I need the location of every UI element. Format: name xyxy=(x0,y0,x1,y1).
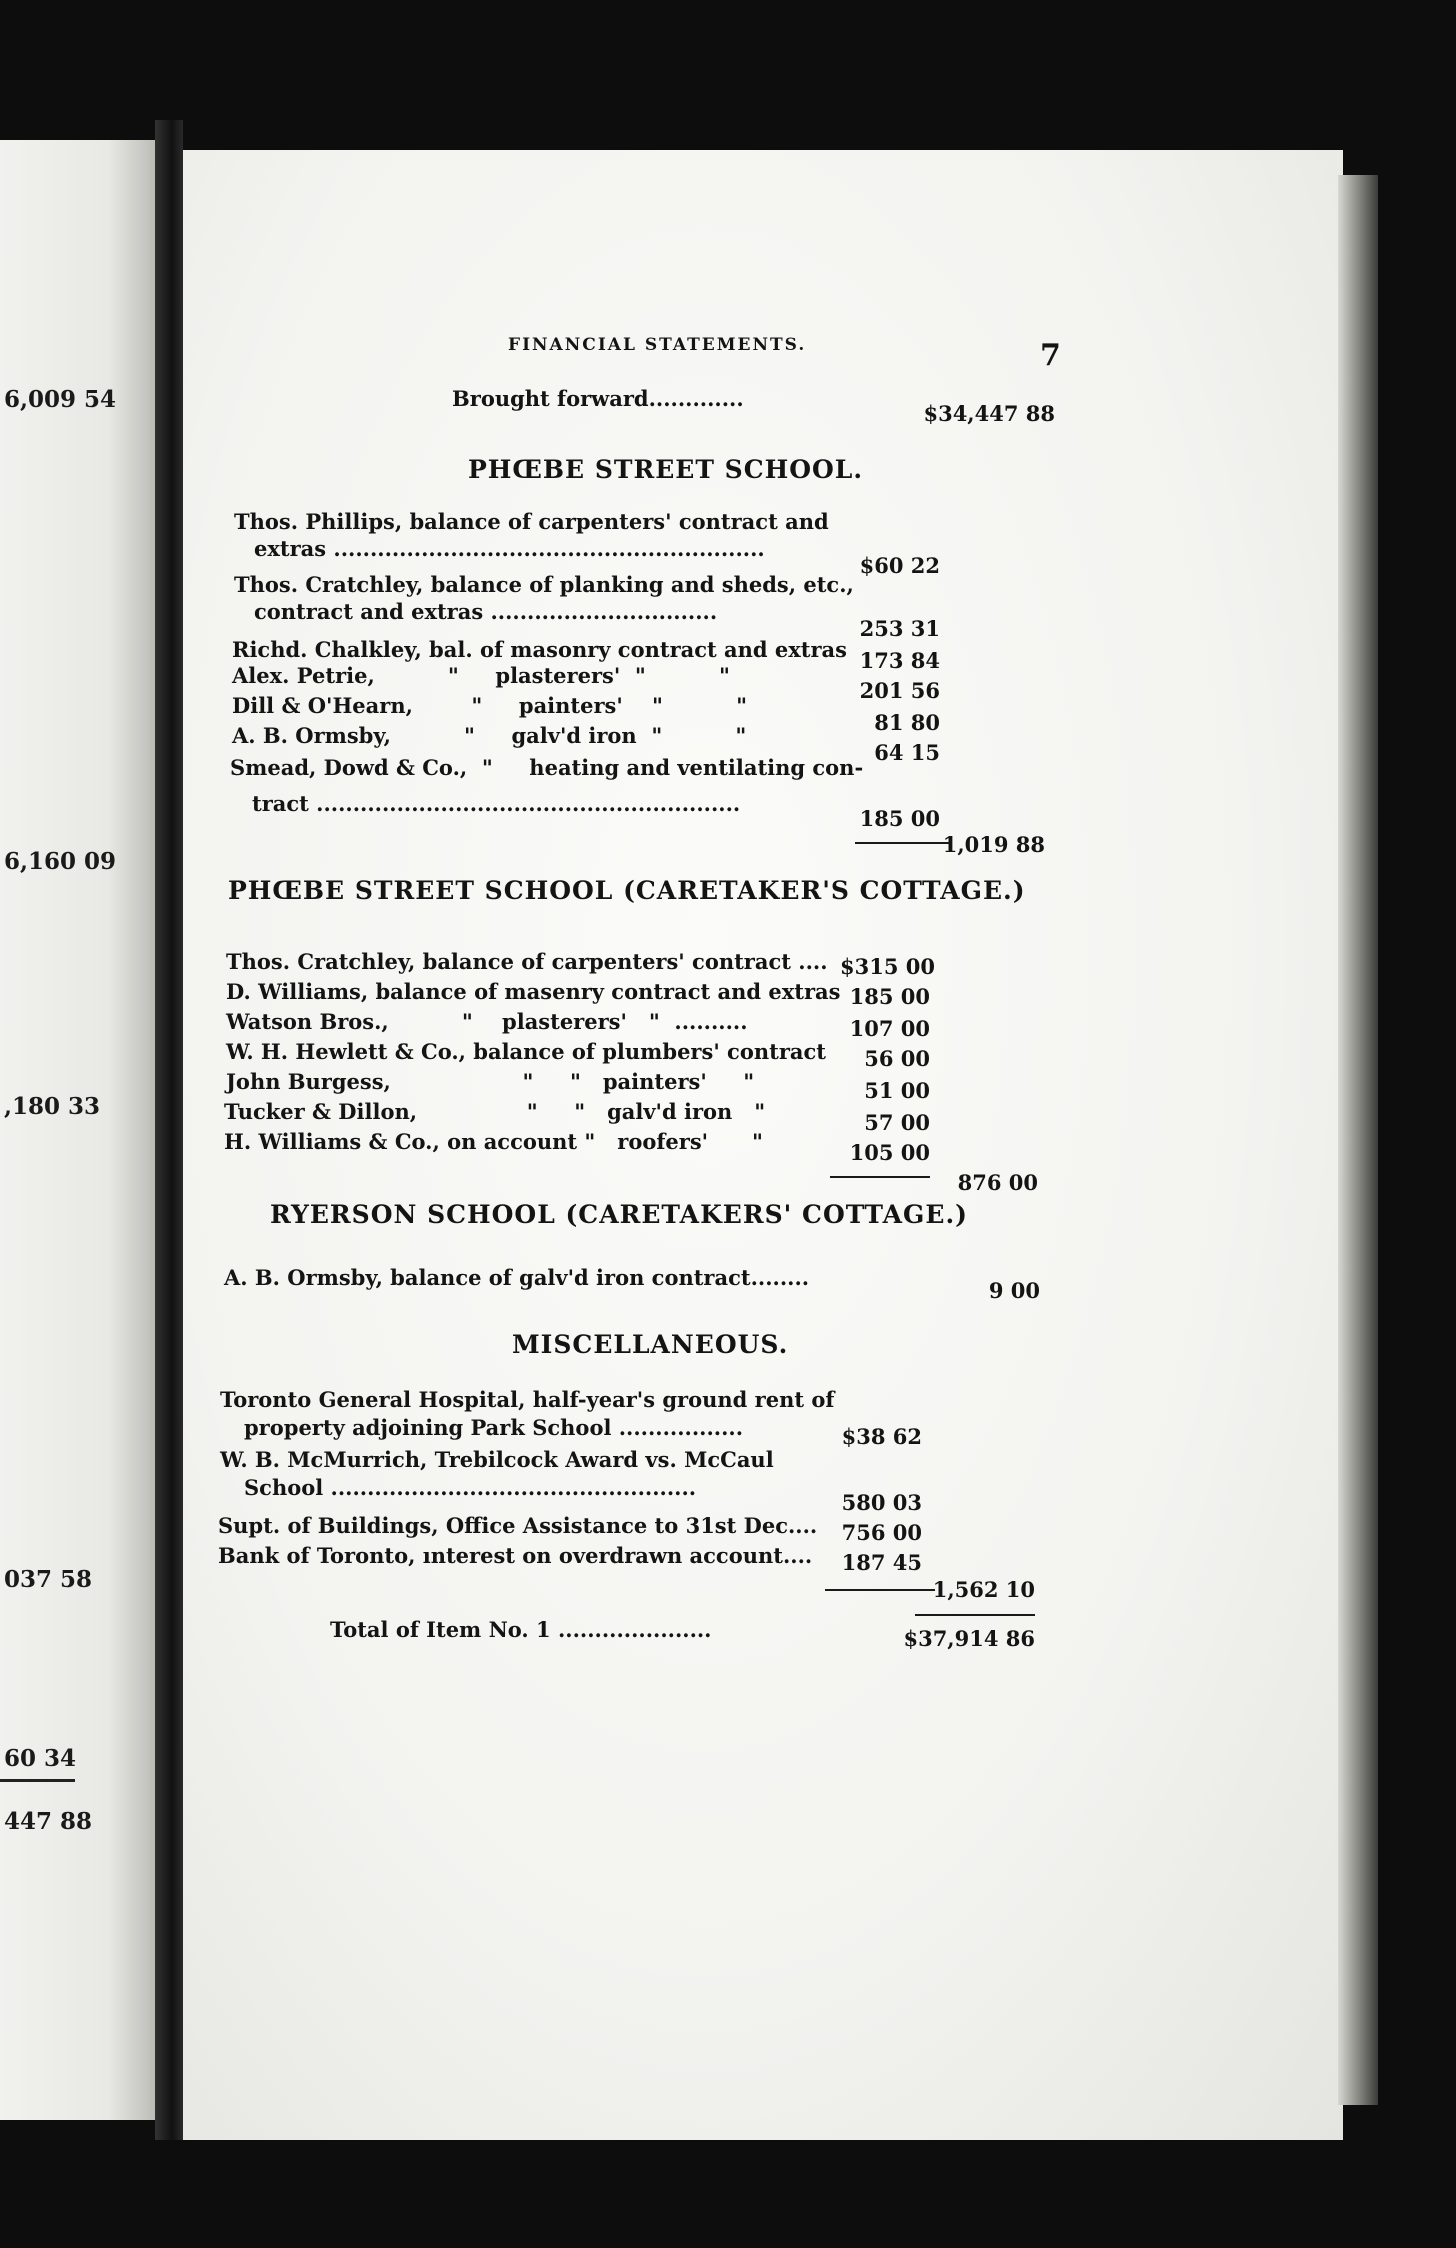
entry-line: John Burgess, " " painters' " xyxy=(226,1069,755,1094)
section-title: MISCELLANEOUS. xyxy=(512,1330,789,1359)
page-number: 7 xyxy=(1040,338,1061,373)
entry-line: Thos. Phillips, balance of carpenters' contract and xyxy=(234,509,829,534)
entry-line: Alex. Petrie, " plasterers' " " xyxy=(232,663,730,688)
entry-line: Supt. of Buildings, Office Assistance to 31st Dec.... xyxy=(218,1513,818,1538)
entry-amount: 201 56 xyxy=(859,678,940,703)
entry-amount: 81 80 xyxy=(874,710,940,735)
section-total: 1,562 10 xyxy=(932,1577,1035,1602)
entry-amount: 57 00 xyxy=(864,1110,930,1135)
left-page-value: 6,009 54 xyxy=(4,386,117,413)
entry-line: D. Williams, balance of masenry contract and extras xyxy=(226,979,841,1004)
section-title: PHŒBE STREET SCHOOL (CARETAKER'S COTTAGE.) xyxy=(228,876,1026,905)
entry-amount: $38 62 xyxy=(841,1424,922,1449)
entry-amount: 756 00 xyxy=(841,1520,922,1545)
entry-line: W. B. McMurrich, Trebilcock Award vs. McCaul xyxy=(220,1447,774,1472)
left-page-value: 6,160 09 xyxy=(4,848,117,875)
entry-amount: 580 03 xyxy=(841,1490,922,1515)
entry-line: Toronto General Hospital, half-year's ground rent of xyxy=(220,1387,835,1412)
entry-amount: 64 15 xyxy=(874,740,940,765)
page-header: FINANCIAL STATEMENTS. xyxy=(508,335,807,355)
entry-line: Smead, Dowd & Co., " heating and ventilating con- xyxy=(230,755,864,780)
entry-line: A. B. Ormsby, balance of galv'd iron contract........ xyxy=(224,1265,810,1290)
entry-line: W. H. Hewlett & Co., balance of plumbers' contract xyxy=(226,1039,826,1064)
entry-amount: 185 00 xyxy=(859,806,940,831)
entry-amount: 187 45 xyxy=(841,1550,922,1575)
entry-amount: $315 00 xyxy=(840,954,935,979)
entry-line: A. B. Ormsby, " galv'd iron " " xyxy=(232,723,747,748)
page-edge-shadow xyxy=(1338,175,1378,2105)
left-page-value: 447 88 xyxy=(4,1808,93,1835)
section-title: RYERSON SCHOOL (CARETAKERS' COTTAGE.) xyxy=(270,1200,968,1229)
book-gutter xyxy=(155,120,183,2140)
left-page-value: ,180 33 xyxy=(4,1093,101,1120)
entry-line: H. Williams & Co., on account " roofers' " xyxy=(224,1129,763,1154)
left-page-value: 60 34 xyxy=(4,1745,77,1772)
entry-line: Tucker & Dillon, " " galv'd iron " xyxy=(224,1099,766,1124)
brought-forward-label: Brought forward............. xyxy=(452,386,744,411)
entry-amount: 253 31 xyxy=(859,616,940,641)
entry-amount: 105 00 xyxy=(849,1140,930,1165)
entry-line: Thos. Cratchley, balance of carpenters' contract .... xyxy=(226,949,828,974)
entry-line: extras ........................................................... xyxy=(254,536,765,561)
entry-amount: 107 00 xyxy=(849,1016,930,1041)
grand-total-label: Total of Item No. 1 ..................... xyxy=(330,1617,712,1642)
brought-forward-amount: $34,447 88 xyxy=(923,401,1055,426)
entry-line: Bank of Toronto, ınterest on overdrawn account.... xyxy=(218,1543,813,1568)
entry-line: Watson Bros., " plasterers' " .......... xyxy=(226,1009,748,1034)
entry-amount: 185 00 xyxy=(849,984,930,1009)
left-page-value: 037 58 xyxy=(4,1566,93,1593)
grand-total-amount: $37,914 86 xyxy=(903,1626,1035,1651)
entry-line: Richd. Chalkley, bal. of masonry contract and extras xyxy=(232,637,847,662)
section-total: 1,019 88 xyxy=(942,832,1045,857)
entry-line: property adjoining Park School ................. xyxy=(244,1415,744,1440)
section-title: PHŒBE STREET SCHOOL. xyxy=(468,455,864,484)
left-facing-page xyxy=(0,140,155,2120)
left-page-rule xyxy=(0,1779,75,1782)
grand-total-rule xyxy=(915,1614,1035,1616)
section-total: 9 00 xyxy=(988,1278,1040,1303)
entry-line: contract and extras ............................... xyxy=(254,599,718,624)
entry-line: Dill & O'Hearn, " painters' " " xyxy=(232,693,748,718)
entry-line: tract .......................................................... xyxy=(252,791,741,816)
entry-line: School .................................................. xyxy=(244,1475,697,1500)
entry-amount: $60 22 xyxy=(859,553,940,578)
entry-amount: 173 84 xyxy=(859,648,940,673)
section-total: 876 00 xyxy=(957,1170,1038,1195)
entry-amount: 56 00 xyxy=(864,1046,930,1071)
entry-line: Thos. Cratchley, balance of planking and sheds, etc., xyxy=(234,572,854,597)
entry-amount: 51 00 xyxy=(864,1078,930,1103)
